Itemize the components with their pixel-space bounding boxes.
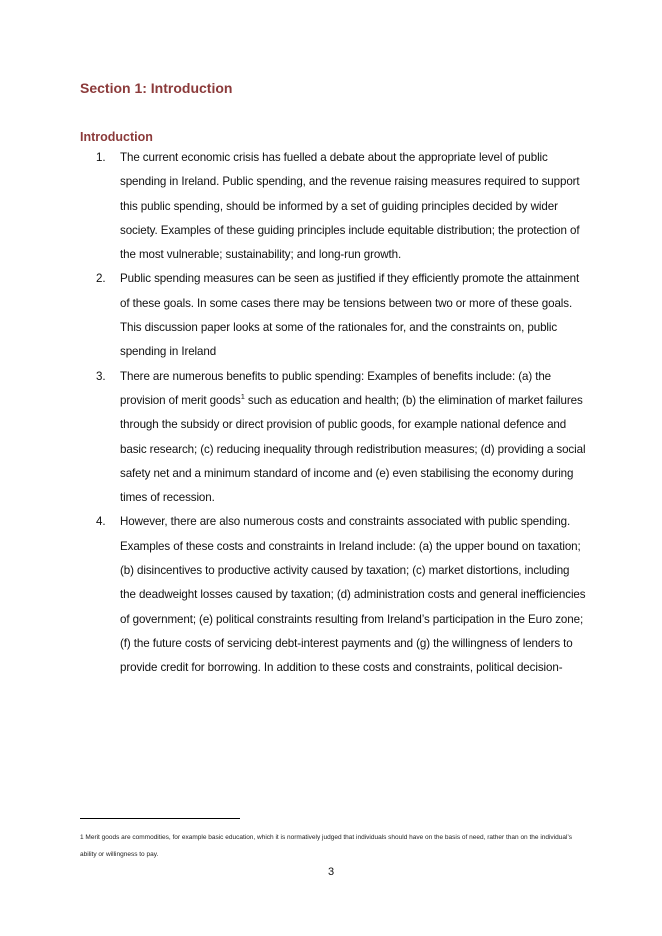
paragraph-text-before-ref: There are numerous benefits to public spending: Examples of benefits include: (a) the provision of merit goods [120,369,552,407]
footnote: 1 Merit goods are commodities, for example basic education, which it is normatively judged that individuals should have on the basis of need, rather than on the individual’s ability or willingness to pay. [80,834,572,858]
list-item [96,146,586,267]
subsection-title: Introduction [80,130,153,144]
list-item [96,510,586,680]
paragraph-text: The current economic crisis has fuelled a debate about the appropriate level of public spending in Ireland. Public spending, and the revenue raising measures required to support this public spending, should be informed by a set of guiding principles decided by wider society. Examples of these guiding principles include equitable distribution; the protection of the most vulnerable; sustainability; and long-run growth. [120,151,580,262]
numbered-paragraph-list [96,146,586,681]
section-title: Section 1: Introduction [80,80,233,96]
paragraph-text [120,370,585,504]
paragraph-text: However, there are also numerous costs and constraints associated with public spending. Examples of these costs and constraints in Ireland include: (a) the upper bound on taxation; (b) disincentives to productive activity caused by taxation; (c) market distortions, including the deadweight losses caused by taxation; (d) administration costs and general inefficiencies of government; (e) political constraints resulting from Ireland’s participation in the Euro zone; (f) the future costs of servicing debt-interest payments and (g) the willingness of lenders to provide credit for borrowing. In addition to these costs and constraints, political decision- [120,515,586,675]
list-item [96,365,586,511]
footnote-separator [80,818,240,819]
paragraph-text: Public spending measures can be seen as justified if they efficiently promote the attainment of these goals. In some cases there may be tensions between two or more of these goals. This discussion paper looks at some of the rationales for, and the constraints on, public spending in Ireland [120,272,580,359]
paragraph-text-after-ref: such as education and health; (b) the elimination of market failures through the subsidy or direct provision of public goods, for example national defence and basic research; (c) reducing inequality through redistribution measures; (d) providing a social safety net and a minimum standard of income and (e) even stabilising the economy during times of recession. [120,393,586,505]
paragraph-number: 2. [96,272,106,286]
list-item [96,267,586,364]
paragraph-number: 1. [96,151,106,164]
page-number: 3 [327,866,335,878]
paragraph-number: 4. [96,515,106,529]
paragraph-number: 3. [96,369,106,383]
footnote-reference[interactable]: 1 [240,392,245,402]
